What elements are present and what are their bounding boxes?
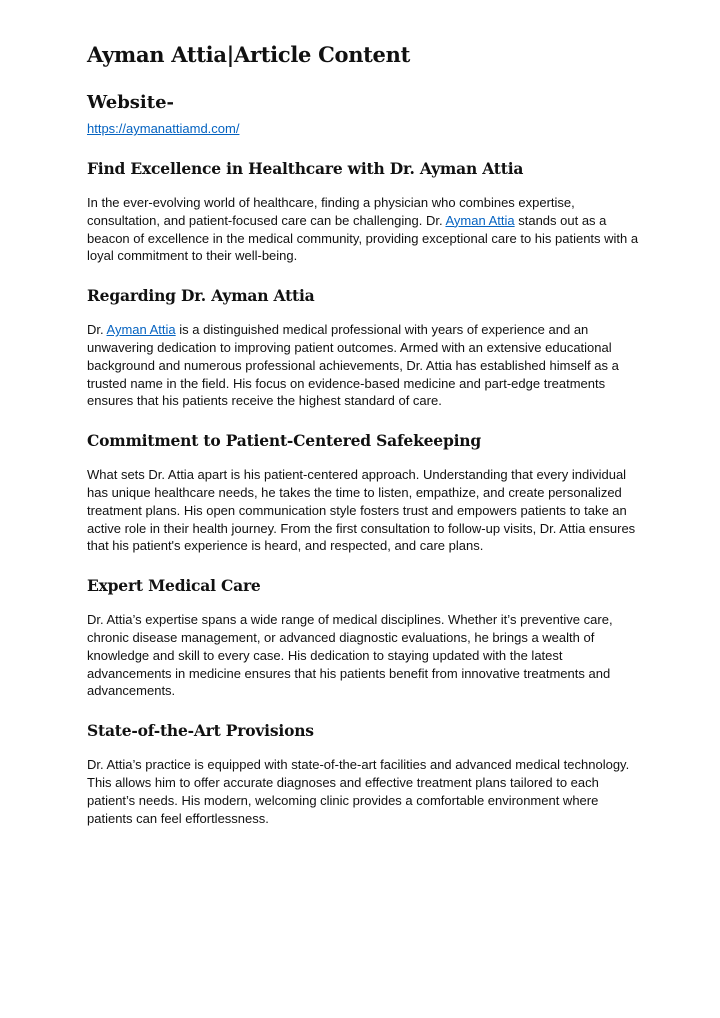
section-heading-regarding: Regarding Dr. Ayman Attia xyxy=(87,286,315,306)
website-label: Website- xyxy=(87,92,174,113)
section-heading-find-excellence: Find Excellence in Healthcare with Dr. Ayman Attia xyxy=(87,159,524,178)
section-paragraph-expert-care: Dr. Attia’s expertise spans a wide range of medical disciplines. Whether it’s preventive care, chronic disease management, or advanced diagnostic evaluations, he brings a wealth of knowledge and skill to every case. His dedication to staying updated with the latest advancements in medicine ensures that his patients benefit from innovative treatments and advancements. xyxy=(87,612,613,699)
section-paragraph-commitment: What sets Dr. Attia apart is his patient-centered approach. Understanding that every individual has unique healthcare needs, he takes the time to listen, empathize, and create personalized treatment plans. His open communication style fosters trust and empowers patients to take an active role in their health journey. From the first consultation to follow-up visits, Dr. Attia ensures that his patient's experience is heard, and respected, and care plans. xyxy=(87,467,636,554)
ayman-attia-link[interactable]: Ayman Attia xyxy=(106,322,176,338)
section-heading-commitment: Commitment to Patient-Centered Safekeeping xyxy=(87,431,481,451)
document-page xyxy=(87,38,647,847)
paragraph-text: Dr. xyxy=(87,322,107,338)
document-title: Ayman Attia|Article Content xyxy=(87,42,410,67)
section-paragraph-regarding xyxy=(87,321,647,410)
section-heading-provisions: State-of-the-Art Provisions xyxy=(87,721,314,741)
section-paragraph-provisions: Dr. Attia’s practice is equipped with state-of-the-art facilities and advanced medical technology. This allows him to offer accurate diagnoses and effective treatment plans tailored to each patient’s needs. His modern, welcoming clinic provides a comfortable environment where patients can feel effortlessness. xyxy=(87,757,630,826)
section-paragraph-find-excellence xyxy=(87,194,647,265)
paragraph-text: stands out as a beacon of excellence in the medical community, providing exceptional care to his patients with a loyal commitment to their well-being. xyxy=(87,212,639,264)
paragraph-text: is a distinguished medical professional with years of experience and an unwavering dedication to improving patient outcomes. Armed with an extensive educational background and numerous professional achievements, Dr. Attia has established himself as a trusted name in the field. His focus on evidence-based medicine and part-edge treatments ensures that his patients receive the highest standard of care. xyxy=(87,322,619,409)
website-link[interactable]: https://aymanattiamd.com/ xyxy=(87,121,240,136)
paragraph-text: In the ever-evolving world of healthcare, finding a physician who combines expertise, consultation, and patient-focused care can be challenging. Dr. xyxy=(87,195,575,228)
section-heading-expert-care: Expert Medical Care xyxy=(87,576,261,596)
ayman-attia-link[interactable]: Ayman Attia xyxy=(445,212,515,228)
